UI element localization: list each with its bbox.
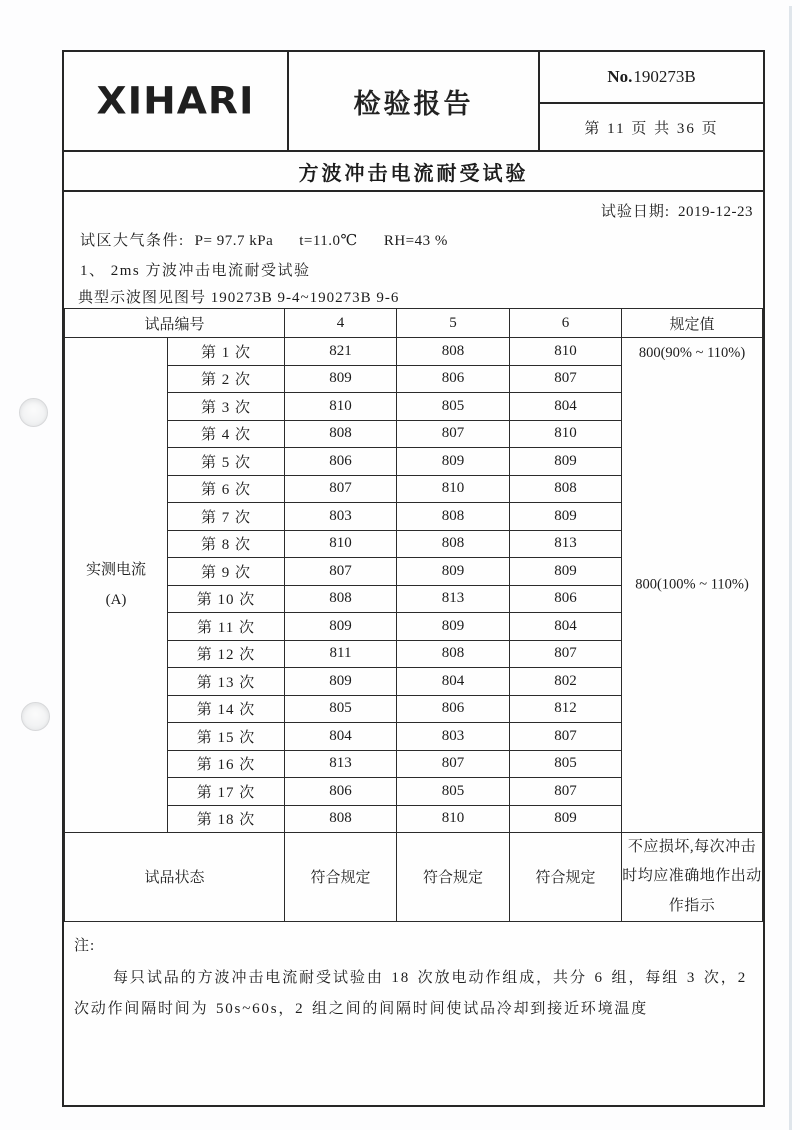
current-value: 809 [510,558,622,586]
measurement-table [64,308,763,922]
trial-label: 第 8 次 [168,530,285,558]
table-header-row [65,309,763,338]
measured-current-label: 实测电流 [85,562,146,578]
current-value: 805 [397,778,510,806]
current-value: 805 [285,695,397,723]
row-group-label [65,338,168,833]
spec-header: 规定值 [622,309,763,338]
current-value: 809 [510,805,622,833]
trial-label: 第 10 次 [168,585,285,613]
oscillogram-note: 典型示波图见图号 190273B 9-4~190273B 9-6 [78,290,400,306]
current-value: 806 [397,365,510,393]
current-value: 809 [285,365,397,393]
trial-label: 第 11 次 [168,613,285,641]
current-value: 821 [285,338,397,366]
current-value: 813 [397,585,510,613]
current-value: 809 [397,448,510,476]
trial-label: 第 3 次 [168,393,285,421]
current-value: 809 [510,503,622,531]
status-spec: 不应损坏,每次冲击时均应准确地作出动作指示 [622,833,763,922]
trial-label: 第 13 次 [168,668,285,696]
current-value: 807 [285,475,397,503]
test-meta [64,192,763,308]
status-section [65,833,763,922]
current-value: 804 [397,668,510,696]
current-value: 807 [397,420,510,448]
current-value: 805 [510,750,622,778]
current-value: 804 [510,613,622,641]
current-value: 807 [510,723,622,751]
sample-col-6: 6 [510,309,622,338]
note-section [64,922,763,1105]
trial-label: 第 16 次 [168,750,285,778]
current-value: 808 [397,530,510,558]
current-value: 812 [510,695,622,723]
current-value: 807 [510,778,622,806]
note-text: 每只试品的方波冲击电流耐受试验由 18 次放电动作组成，共分 6 组，每组 3 次，2 次动作间隔时间为 50s~60s，2 组之间的间隔时间使试品冷却到接近环境温度 [74,969,747,1017]
current-value: 807 [285,558,397,586]
current-value: 809 [397,558,510,586]
status-label: 试品状态 [65,833,285,922]
test-date-label: 试验日期: [600,204,670,220]
current-value: 807 [397,750,510,778]
current-value: 813 [510,530,622,558]
current-value: 806 [285,448,397,476]
current-value: 809 [397,613,510,641]
current-value: 811 [285,640,397,668]
atmosphere-line [80,229,474,250]
current-value: 810 [397,475,510,503]
current-value: 802 [510,668,622,696]
current-value: 807 [510,365,622,393]
page-edge-shadow [789,6,792,1130]
current-value: 809 [285,668,397,696]
current-value: 809 [285,613,397,641]
humidity-value: RH=43 % [383,233,448,249]
current-value: 810 [510,420,622,448]
trial-label: 第 18 次 [168,805,285,833]
trial-label: 第 2 次 [168,365,285,393]
current-value: 809 [510,448,622,476]
sample-no-header: 试品编号 [65,309,285,338]
current-value: 803 [397,723,510,751]
spec-remaining-shots: 800(100% ~ 110%) [635,576,749,593]
current-value: 806 [510,585,622,613]
spec-first-shot: 800(90% ~ 110%) [638,345,746,361]
current-value: 803 [285,503,397,531]
measured-current-unit: (A) [105,592,127,608]
measurement-row [65,338,763,366]
current-value: 804 [510,393,622,421]
current-value: 813 [285,750,397,778]
current-value: 808 [397,338,510,366]
xihari-logo: XIHARI [96,79,255,123]
current-value: 806 [397,695,510,723]
punch-hole-bottom [21,702,50,731]
trial-label: 第 4 次 [168,420,285,448]
trial-label: 第 12 次 [168,640,285,668]
status-value-6: 符合规定 [510,833,622,922]
section-title-row [64,152,763,192]
current-value: 804 [285,723,397,751]
report-number-label: No. [607,67,633,86]
measurement-rows [65,338,763,833]
temperature-value: t=11.0℃ [299,233,358,249]
report-document-frame [62,50,765,1107]
sample-col-5: 5 [397,309,510,338]
report-number-row [540,52,763,104]
trial-label: 第 7 次 [168,503,285,531]
trial-label: 第 9 次 [168,558,285,586]
current-value: 808 [510,475,622,503]
section-title: 方波冲击电流耐受试验 [298,162,529,185]
current-value: 810 [397,805,510,833]
report-number-cell [540,52,763,150]
test-item-heading: 1、 2ms 方波冲击电流耐受试验 [80,263,311,279]
current-value: 810 [285,530,397,558]
page-info: 第 11 页 共 36 页 [584,120,719,137]
status-value-5: 符合规定 [397,833,510,922]
status-value-4: 符合规定 [285,833,397,922]
trial-label: 第 1 次 [168,338,285,366]
current-value: 808 [285,585,397,613]
trial-label: 第 14 次 [168,695,285,723]
logo-cell [64,52,289,150]
report-header [64,52,763,152]
spec-cell [622,338,763,833]
trial-label: 第 6 次 [168,475,285,503]
current-value: 808 [285,805,397,833]
test-date-value: 2019-12-23 [678,204,753,220]
current-value: 808 [397,640,510,668]
current-value: 806 [285,778,397,806]
punch-hole-top [19,398,48,427]
current-value: 810 [510,338,622,366]
sample-col-4: 4 [285,309,397,338]
note-label: 注: [74,937,96,954]
current-value: 810 [285,393,397,421]
trial-label: 第 15 次 [168,723,285,751]
current-value: 807 [510,640,622,668]
trial-label: 第 5 次 [168,448,285,476]
pressure-value: P= 97.7 kPa [194,233,274,249]
test-date-line [601,200,753,221]
report-title: 检验报告 [353,88,474,120]
current-value: 805 [397,393,510,421]
report-number-value: 190273B [633,67,696,86]
current-value: 808 [285,420,397,448]
status-row [65,833,763,922]
report-title-cell [289,52,540,150]
atmosphere-label: 试区大气条件: [80,233,185,249]
current-value: 808 [397,503,510,531]
trial-label: 第 17 次 [168,778,285,806]
